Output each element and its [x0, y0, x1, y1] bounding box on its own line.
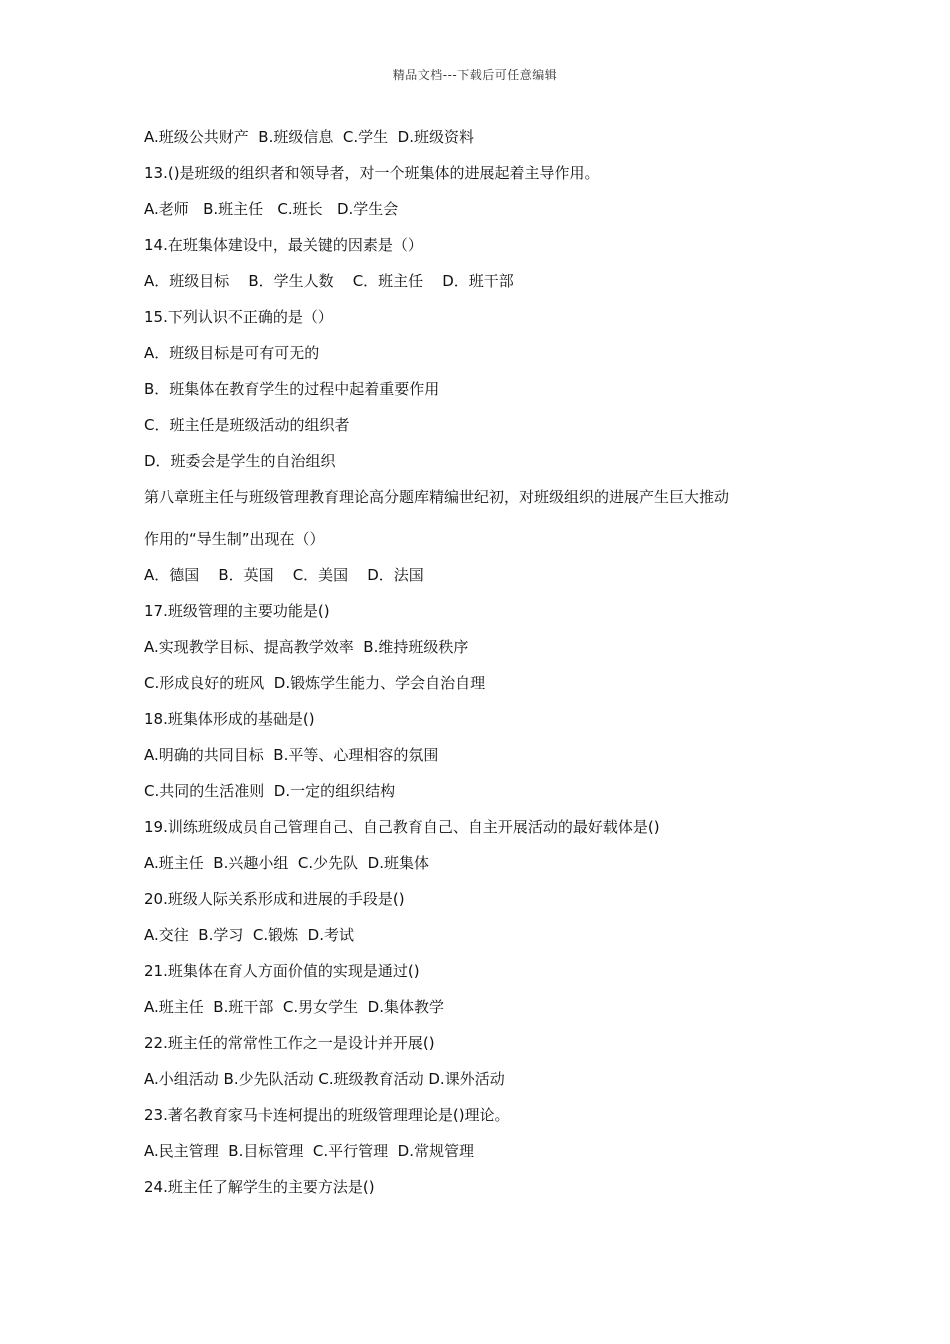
page-header: 精品文档---下载后可任意编辑 — [392, 68, 558, 82]
answer-options-20: A.交往 B.学习 C.锻炼 D.考试 — [144, 926, 354, 944]
answer-option-15d: D．班委会是学生的自治组织 — [144, 452, 336, 470]
question-23: 23.著名教育家马卡连柯提出的班级管理理论是()理论。 — [144, 1106, 510, 1124]
question-21: 21.班集体在育人方面价值的实现是通过() — [144, 962, 420, 980]
answer-option-15b: B．班集体在教育学生的过程中起着重要作用 — [144, 380, 440, 398]
answer-options-18cd: C.共同的生活准则 D.一定的组织结构 — [144, 782, 396, 800]
answer-options-23: A.民主管理 B.目标管理 C.平行管理 D.常规管理 — [144, 1142, 474, 1160]
question-20: 20.班级人际关系形成和进展的手段是() — [144, 890, 405, 908]
answer-options-16: A．德国 B．英国 C．美国 D．法国 — [144, 566, 424, 584]
answer-options-18ab: A.明确的共同目标 B.平等、心理相容的氛围 — [144, 746, 439, 764]
answer-options-19: A.班主任 B.兴趣小组 C.少先队 D.班集体 — [144, 854, 429, 872]
question-16-part1: 第八章班主任与班级管理教育理论高分题库精编世纪初，对班级组织的进展产生巨大推动 — [144, 488, 730, 506]
document-body — [144, 124, 824, 1210]
question-18: 18.班集体形成的基础是() — [144, 710, 315, 728]
answer-option-15c: C．班主任是班级活动的组织者 — [144, 416, 350, 434]
answer-options-22: A.小组活动 B.少先队活动 C.班级教育活动 D.课外活动 — [144, 1070, 505, 1088]
answer-options-12: A.班级公共财产 B.班级信息 C.学生 D.班级资料 — [144, 128, 474, 146]
answer-option-15a: A．班级目标是可有可无的 — [144, 344, 320, 362]
question-19: 19.训练班级成员自己管理自己、自己教育自己、自主开展活动的最好载体是() — [144, 818, 660, 836]
question-15: 15.下列认识不正确的是（） — [144, 308, 333, 326]
question-13: 13.()是班级的组织者和领导者，对一个班集体的进展起着主导作用。 — [144, 164, 600, 182]
question-22: 22.班主任的常常性工作之一是设计并开展() — [144, 1034, 435, 1052]
answer-options-21: A.班主任 B.班干部 C.男女学生 D.集体教学 — [144, 998, 444, 1016]
answer-options-17cd: C.形成良好的班风 D.锻炼学生能力、学会自治自理 — [144, 674, 486, 692]
answer-options-13: A.老师 B.班主任 C.班长 D.学生会 — [144, 200, 399, 218]
question-14: 14.在班集体建设中，最关键的因素是（） — [144, 236, 423, 254]
answer-options-17ab: A.实现教学目标、提高教学效率 B.维持班级秩序 — [144, 638, 469, 656]
answer-options-14: A．班级目标 B．学生人数 C．班主任 D．班干部 — [144, 272, 514, 290]
question-17: 17.班级管理的主要功能是() — [144, 602, 330, 620]
question-16-part2: 作用的“导生制”出现在（） — [144, 530, 325, 548]
question-24: 24.班主任了解学生的主要方法是() — [144, 1178, 375, 1196]
